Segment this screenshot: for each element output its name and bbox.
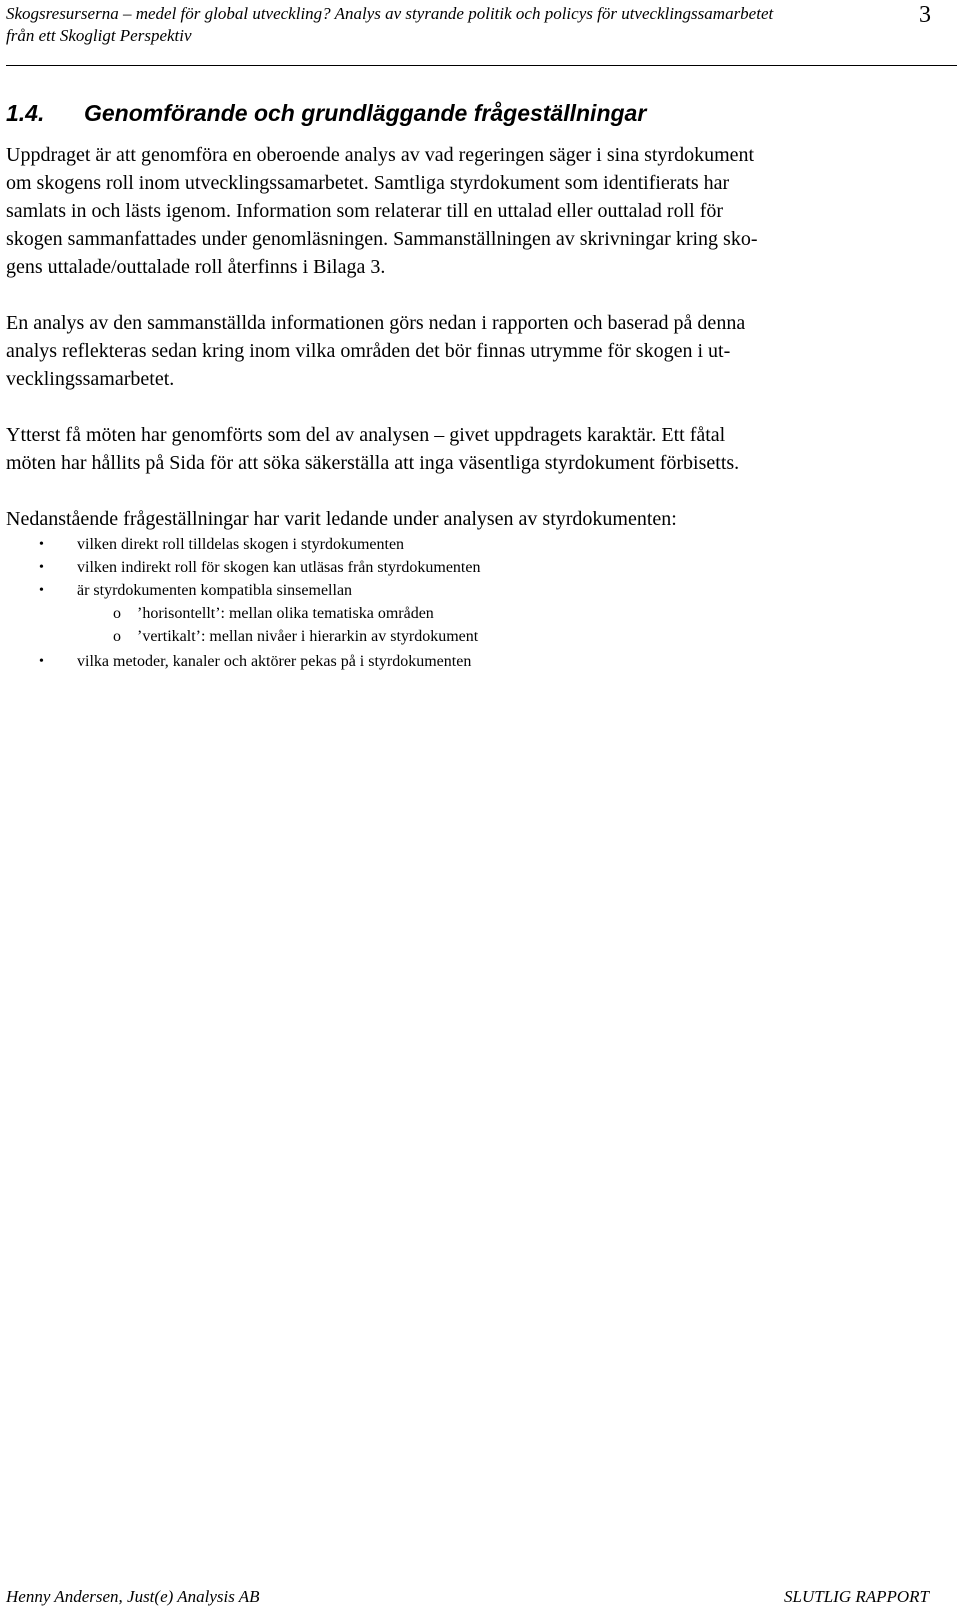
sub-list-item-text: ’horisontellt’: mellan olika tematiska områden [137, 605, 434, 622]
text-line: Nedanstående frågeställningar har varit ledande under analysen av styrdokumenten: [6, 508, 677, 530]
page-number: 3 [919, 2, 931, 28]
list-item [6, 556, 946, 579]
sub-list-item-text: ’vertikalt’: mellan nivåer i hierarkin av styrdokument [137, 628, 479, 645]
text-line: möten har hållits på Sida för att söka säkerställa att inga väsentliga styrdokument förbisetts. [6, 452, 740, 474]
text-line: om skogens roll inom utvecklingssamarbetet. Samtliga styrdokument som identifierats har [6, 172, 730, 194]
bullet-icon: • [39, 560, 44, 575]
text-line: En analys av den sammanställda informationen görs nedan i rapporten och baserad på denna [6, 312, 746, 334]
text-line: analys reflekteras sedan kring inom vilka områden det bör finnas utrymme för skogen i ut- [6, 340, 731, 362]
text-line: skogen sammanfattades under genomläsningen. Sammanställningen av skrivningar kring sko- [6, 228, 758, 250]
sub-bullet-icon: o [113, 605, 121, 622]
text-line: samlats in och lästs igenom. Information som relaterar till en uttalad eller outtalad roll för [6, 200, 724, 222]
footer-report-status: SLUTLIG RAPPORT [784, 1587, 929, 1606]
running-title-line: Skogsresurserna – medel för global utveckling? Analys av styrande politik och policys för utvecklingssamarbetet [6, 4, 774, 23]
text-line: gens uttalade/outtalade roll återfinns i Bilaga 3. [6, 256, 386, 278]
paragraph [6, 309, 951, 393]
list-item-text: vilka metoder, kanaler och aktörer pekas på i styrdokumenten [77, 653, 472, 670]
text-line: Ytterst få möten har genomförts som del av analysen – givet uppdragets karaktär. Ett fåtal [6, 424, 726, 446]
paragraph [6, 141, 951, 281]
running-title [6, 3, 866, 47]
section-heading [6, 99, 646, 127]
bullet-icon: • [39, 537, 44, 552]
list-item [6, 533, 946, 556]
page-header [6, 0, 957, 66]
list-item [6, 579, 946, 602]
running-title-line: från ett Skogligt Perspektiv [6, 26, 192, 45]
question-list [6, 533, 946, 673]
bullet-icon: • [39, 583, 44, 598]
list-item [6, 650, 946, 673]
list-item-text: vilken indirekt roll för skogen kan utläsas från styrdokumenten [77, 559, 481, 576]
paragraph [6, 421, 951, 477]
sub-list-item [6, 625, 946, 648]
list-item-text: är styrdokumenten kompatibla sinsemellan [77, 582, 353, 599]
text-line: Uppdraget är att genomföra en oberoende analys av vad regeringen säger i sina styrdokument [6, 144, 755, 166]
text-line: vecklingssamarbetet. [6, 368, 175, 390]
section-number: 1.4. [6, 100, 45, 126]
list-item-text: vilken direkt roll tilldelas skogen i styrdokumenten [77, 536, 405, 553]
paragraph [6, 505, 951, 533]
footer-author: Henny Andersen, Just(e) Analysis AB [6, 1587, 260, 1606]
bullet-icon: • [39, 654, 44, 669]
section-title: Genomförande och grundläggande frågeställningar [84, 100, 647, 126]
sub-list-item [6, 602, 946, 625]
sub-bullet-icon: o [113, 628, 121, 645]
